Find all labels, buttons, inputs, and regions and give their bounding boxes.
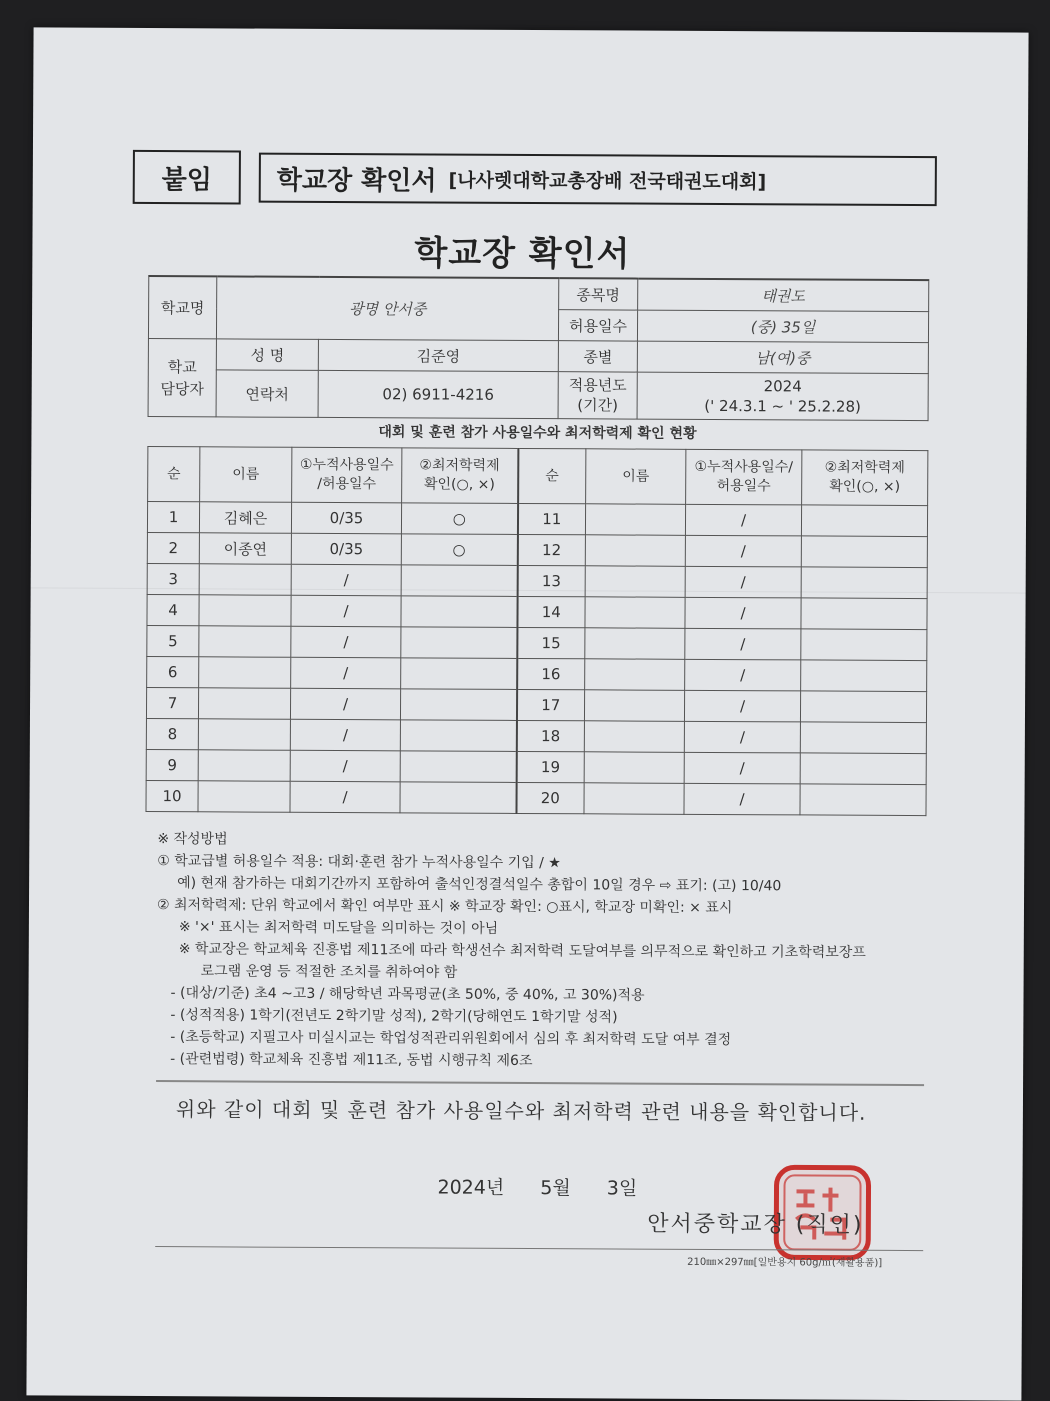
row-days-right: /	[685, 504, 801, 536]
table-row	[147, 657, 927, 692]
note-heading: ※ 작성방법	[157, 831, 228, 848]
date-year: 2024년	[437, 1176, 505, 1199]
event-label: 종목명	[559, 278, 638, 310]
status-table-body	[146, 502, 928, 816]
date-month: 5월	[540, 1177, 571, 1200]
row-num: 7	[146, 688, 198, 719]
table-row	[147, 533, 927, 568]
table-row	[147, 626, 927, 661]
header-name-right: 이름	[586, 449, 686, 505]
divider	[156, 1080, 924, 1086]
gender-value: 남(여)중	[637, 341, 928, 374]
allowed-days-value: (중) 35일	[637, 310, 928, 343]
contact-value: 02) 6911-4216	[318, 370, 558, 418]
note-item: - (관련법령) 학교체육 진흥법 제11조, 동법 시행규칙 제6조	[170, 1051, 533, 1070]
row-academic-right	[801, 567, 927, 599]
header-event-name: [나사렛대학교총장배 전국태권도대회]	[448, 169, 767, 193]
row-name-right	[585, 659, 685, 691]
row-name	[198, 719, 290, 750]
row-days: /	[290, 719, 400, 751]
row-name: 김혜은	[199, 502, 291, 533]
row-name	[198, 688, 290, 719]
row-name-right	[585, 504, 685, 536]
row-num-right: 17	[516, 689, 584, 720]
row-days-right: /	[684, 783, 800, 815]
issue-date	[437, 1173, 667, 1201]
row-academic: ○	[401, 534, 517, 566]
row-academic	[401, 627, 517, 659]
header-academic: ②최저학력제 확인(○, ×)	[402, 448, 518, 504]
note-item: 로그램 운영 등 적절한 조치를 취하여야 함	[200, 963, 458, 981]
attachment-label-box	[133, 150, 241, 205]
row-days-right: /	[685, 597, 801, 629]
row-days-right: /	[684, 752, 800, 784]
row-academic-right	[801, 629, 927, 661]
row-days: /	[290, 750, 400, 782]
table-row	[146, 750, 926, 785]
row-academic	[400, 720, 516, 752]
row-num: 2	[147, 533, 199, 564]
name-label: 성 명	[216, 339, 318, 371]
row-name	[199, 595, 291, 626]
paper-spec-footer: 210㎜×297㎜[일반용지 60g/㎡(재활용품)]	[687, 1256, 883, 1269]
row-days: 0/35	[291, 502, 401, 534]
header-num: 순	[148, 447, 200, 502]
row-academic	[400, 782, 516, 814]
row-academic-right	[801, 536, 927, 568]
row-academic-right	[800, 691, 926, 723]
status-title: 대회 및 훈련 참가 사용일수와 최저학력제 확인 현황	[378, 424, 697, 442]
row-academic-right	[801, 598, 927, 630]
status-table	[145, 446, 928, 816]
note-item: ※ '×' 표시는 최저학력 미도달을 의미하는 것이 아님	[178, 919, 499, 937]
row-name-right	[585, 566, 685, 598]
row-num-right: 19	[516, 751, 584, 782]
row-num-right: 16	[517, 658, 585, 689]
event-value: 태권도	[638, 279, 929, 312]
header-doc-title: 학교장 확인서	[276, 165, 437, 197]
table-row	[147, 502, 927, 537]
row-num: 3	[147, 564, 199, 595]
row-days-right: /	[685, 659, 801, 691]
row-name-right	[585, 535, 685, 567]
row-days-right: /	[684, 690, 800, 722]
document-paper	[26, 27, 1028, 1400]
table-row	[146, 688, 926, 723]
row-academic	[401, 658, 517, 690]
writing-notes	[156, 828, 937, 1074]
row-days: /	[291, 564, 401, 596]
note-item: - (초등학교) 지필고사 미실시교는 학업성적관리위원회에서 심의 후 최저학력 도달 여부 결정	[170, 1029, 732, 1049]
row-name-right	[584, 783, 684, 815]
row-academic: ○	[401, 503, 517, 535]
note-item: - (성적적용) 1학기(전년도 2학기말 성적), 2학기(당해연도 1학기말 성적)	[170, 1007, 618, 1026]
year-value: 2024	[763, 377, 802, 396]
principal-signature: 안서중학교장 (직인)	[647, 1211, 864, 1238]
row-num-right: 11	[517, 503, 585, 534]
school-label: 학교명	[148, 276, 216, 339]
date-day: 3일	[606, 1177, 638, 1200]
note-item: ※ 학교장은 학교체육 진흥법 제11조에 따라 학생선수 최저학력 도달여부를 의무적으로 확인하고 기초학력보장프	[178, 941, 866, 961]
table-row	[146, 719, 926, 754]
row-num: 4	[147, 595, 199, 626]
row-days: /	[291, 657, 401, 689]
row-days-right: /	[685, 535, 801, 567]
row-days: /	[290, 781, 400, 813]
header-academic-right: ②최저학력제 확인(○, ×)	[802, 450, 928, 506]
row-days-right: /	[685, 566, 801, 598]
row-num: 1	[147, 502, 199, 533]
main-title: 학교장 확인서	[414, 233, 631, 275]
row-name-right	[585, 628, 685, 660]
confirmation-text: 위와 같이 대회 및 훈련 참가 사용일수와 최저학력 관련 내용을 확인합니다.	[175, 1097, 867, 1125]
row-days: /	[291, 626, 401, 658]
manager-label: 학교 담당자	[148, 339, 216, 417]
row-num-right: 18	[516, 720, 584, 751]
note-item: ② 최저학력제: 단위 학교에서 확인 여부만 표시 ※ 학교장 확인: ○표시, 학교장 미확인: × 표시	[156, 897, 733, 917]
row-name	[198, 750, 290, 781]
year-cell	[637, 372, 928, 421]
row-academic	[401, 596, 517, 628]
row-academic	[400, 751, 516, 783]
note-item: 예) 현재 참가하는 대회기간까지 포함하여 출석인정결석일수 총합이 10일 경우 ⇨ 표기: (고) 10/40	[177, 875, 782, 895]
row-name-right	[584, 690, 684, 722]
header-num-right: 순	[518, 448, 586, 503]
row-name-right	[584, 721, 684, 753]
row-num: 10	[146, 781, 198, 812]
attachment-label: 붙임	[161, 164, 212, 195]
row-academic-right	[800, 722, 926, 754]
note-item: - (대상/기준) 초4 ~고3 / 해당학년 과목평균(초 50%, 중 40%, 고 30%)적용	[170, 985, 645, 1004]
row-num-right: 12	[517, 534, 585, 565]
row-name: 이종연	[199, 533, 291, 564]
header-title-box	[259, 153, 937, 207]
row-num-right: 15	[517, 627, 585, 658]
row-academic-right	[801, 660, 927, 692]
row-days: /	[291, 595, 401, 627]
row-days: /	[290, 688, 400, 720]
note-item: ① 학교급별 허용일수 적용: 대회·훈련 참가 누적사용일수 기입 / ★	[157, 853, 561, 872]
table-row	[146, 781, 926, 816]
allowed-days-label: 허용일수	[558, 310, 637, 341]
row-num-right: 20	[516, 782, 584, 813]
row-name	[199, 564, 291, 595]
contact-label: 연락처	[216, 370, 318, 418]
row-num-right: 13	[517, 565, 585, 596]
row-name	[198, 781, 290, 812]
row-num-right: 14	[517, 596, 585, 627]
header-days-right: ①누적사용일수/ 허용일수	[686, 449, 802, 505]
name-value: 김준영	[318, 339, 558, 371]
row-name	[199, 626, 291, 657]
year-label: 적용년도 (기간)	[558, 372, 637, 419]
row-name	[199, 657, 291, 688]
row-academic	[400, 689, 516, 721]
row-name-right	[585, 597, 685, 629]
table-row	[147, 595, 927, 630]
header-name: 이름	[200, 447, 292, 502]
row-academic-right	[801, 505, 927, 537]
row-days-right: /	[684, 721, 800, 753]
row-name-right	[584, 752, 684, 784]
row-num: 6	[147, 657, 199, 688]
row-days-right: /	[685, 628, 801, 660]
row-academic-right	[800, 784, 926, 816]
school-info-table	[148, 275, 930, 421]
row-num: 5	[147, 626, 199, 657]
table-row	[147, 564, 927, 599]
school-value: 광명 안서중	[216, 276, 558, 340]
row-days: 0/35	[291, 533, 401, 565]
period-value: (' 24.3.1 ~ ' 25.2.28)	[704, 396, 861, 416]
row-num: 8	[146, 719, 198, 750]
row-academic	[401, 565, 517, 597]
header-days: ①누적사용일수 /허용일수	[292, 447, 402, 503]
row-academic-right	[800, 753, 926, 785]
gender-label: 종별	[558, 341, 637, 372]
row-num: 9	[146, 750, 198, 781]
